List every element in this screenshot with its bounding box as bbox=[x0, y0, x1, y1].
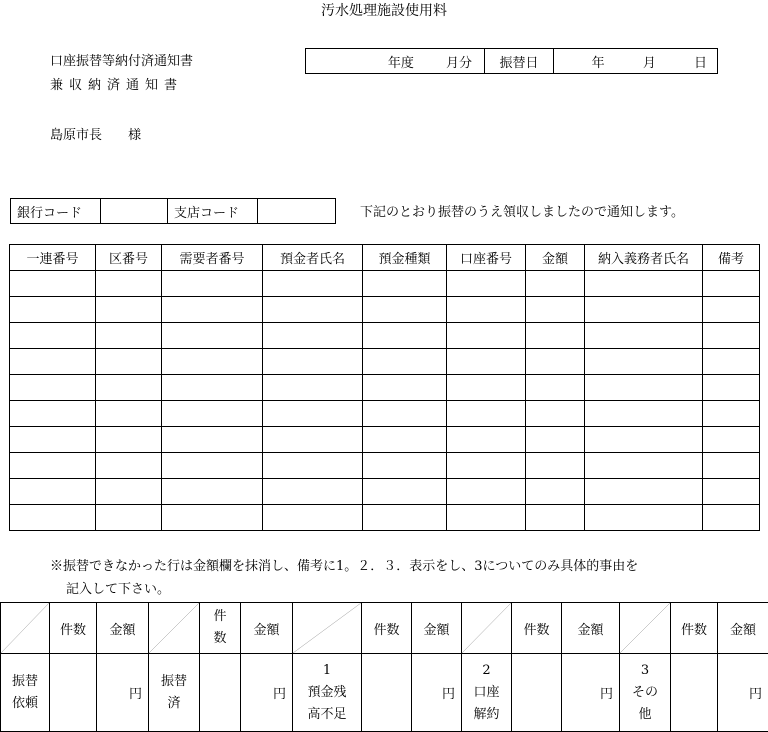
addressee bbox=[50, 124, 141, 143]
table-cell[interactable] bbox=[447, 375, 526, 401]
summary-value-row bbox=[1, 654, 768, 732]
table-cell[interactable] bbox=[526, 271, 585, 297]
table-row bbox=[10, 323, 760, 349]
diagonal-cell bbox=[462, 603, 512, 654]
table-cell[interactable] bbox=[447, 427, 526, 453]
reason-3-text-1: その bbox=[620, 682, 670, 704]
table-cell[interactable] bbox=[96, 323, 162, 349]
count-label: 件数 bbox=[512, 603, 562, 654]
table-cell[interactable] bbox=[585, 453, 703, 479]
table-cell[interactable] bbox=[263, 271, 363, 297]
table-row bbox=[10, 297, 760, 323]
diagonal-cell bbox=[1, 603, 50, 654]
done-amount-value[interactable]: 円 bbox=[241, 654, 293, 732]
reason-1-number: 1 bbox=[293, 660, 361, 682]
addressee-name: 島原市長 bbox=[50, 128, 102, 143]
table-cell[interactable] bbox=[585, 297, 703, 323]
table-cell[interactable] bbox=[162, 401, 263, 427]
amount-label: 金額 bbox=[241, 603, 293, 654]
table-cell[interactable] bbox=[162, 375, 263, 401]
table-cell[interactable] bbox=[585, 505, 703, 531]
table-cell[interactable] bbox=[703, 271, 760, 297]
diagonal-cell bbox=[149, 603, 200, 654]
table-cell[interactable] bbox=[96, 427, 162, 453]
table-cell[interactable] bbox=[363, 271, 447, 297]
reason-3-text-2: 他 bbox=[620, 704, 670, 726]
table-cell[interactable] bbox=[526, 401, 585, 427]
furikaebi-label: 振替日 bbox=[485, 49, 554, 74]
header-remarks: 備考 bbox=[703, 245, 760, 271]
count-split-2: 数 bbox=[200, 628, 240, 650]
table-cell[interactable] bbox=[447, 479, 526, 505]
count-label: 件数 bbox=[671, 603, 718, 654]
table-cell[interactable] bbox=[96, 375, 162, 401]
diagonal-cell bbox=[620, 603, 671, 654]
branch-code-label: 支店コード bbox=[168, 199, 258, 224]
table-cell[interactable] bbox=[585, 479, 703, 505]
table-cell[interactable] bbox=[263, 401, 363, 427]
table-row bbox=[10, 505, 760, 531]
table-cell[interactable] bbox=[363, 349, 447, 375]
reason-1-count-value[interactable] bbox=[362, 654, 412, 732]
note-line-2: 記入して下さい。 bbox=[50, 578, 638, 601]
bank-code-label: 銀行コード bbox=[11, 199, 101, 224]
table-row bbox=[10, 271, 760, 297]
table-cell[interactable] bbox=[363, 427, 447, 453]
count-label: 件数 bbox=[362, 603, 412, 654]
table-row bbox=[10, 479, 760, 505]
header-deposit-type: 預金種類 bbox=[363, 245, 447, 271]
table-cell[interactable] bbox=[703, 427, 760, 453]
day-label: 日 bbox=[694, 56, 707, 71]
table-cell[interactable] bbox=[526, 479, 585, 505]
reason-2-amount-value[interactable]: 円 bbox=[562, 654, 620, 732]
reason-3-count-value[interactable] bbox=[671, 654, 718, 732]
code-box bbox=[10, 198, 336, 224]
table-cell[interactable] bbox=[363, 401, 447, 427]
table-cell[interactable] bbox=[703, 323, 760, 349]
year-label: 年 bbox=[592, 56, 605, 71]
count-split-1: 件 bbox=[200, 606, 240, 628]
bank-code-value[interactable] bbox=[101, 199, 168, 224]
table-cell[interactable] bbox=[585, 401, 703, 427]
table-cell[interactable] bbox=[703, 297, 760, 323]
reason-3-label bbox=[620, 654, 671, 732]
table-cell[interactable] bbox=[10, 427, 96, 453]
table-cell[interactable] bbox=[263, 479, 363, 505]
table-cell[interactable] bbox=[96, 349, 162, 375]
detail-table-body bbox=[10, 271, 760, 531]
count-label: 件数 bbox=[50, 603, 97, 654]
table-cell[interactable] bbox=[10, 401, 96, 427]
table-cell[interactable] bbox=[363, 505, 447, 531]
reason-1-text-2: 高不足 bbox=[293, 704, 361, 726]
month-label: 月 bbox=[643, 56, 656, 71]
table-cell[interactable] bbox=[263, 453, 363, 479]
reason-2-count-value[interactable] bbox=[512, 654, 562, 732]
request-label-2: 依頼 bbox=[1, 693, 49, 715]
table-cell[interactable] bbox=[10, 349, 96, 375]
table-cell[interactable] bbox=[447, 297, 526, 323]
table-cell[interactable] bbox=[162, 323, 263, 349]
header-customer-no: 需要者番号 bbox=[162, 245, 263, 271]
table-cell[interactable] bbox=[162, 297, 263, 323]
done-label bbox=[149, 654, 200, 732]
request-amount-value[interactable]: 円 bbox=[97, 654, 149, 732]
note-line-1: ※振替できなかった行は金額欄を抹消し、備考に1。２．３．表示をし、3についてのみ具体的事由を bbox=[50, 555, 638, 578]
table-cell[interactable] bbox=[526, 297, 585, 323]
table-cell[interactable] bbox=[447, 505, 526, 531]
notice-text: 下記のとおり振替のうえ領収しましたので通知します。 bbox=[360, 201, 684, 220]
reason-2-text-2: 解約 bbox=[462, 704, 511, 726]
notice-title-2: 兼収納済通知書 bbox=[50, 74, 183, 93]
table-cell[interactable] bbox=[162, 453, 263, 479]
table-cell[interactable] bbox=[263, 427, 363, 453]
amount-label: 金額 bbox=[562, 603, 620, 654]
header-serial: 一連番号 bbox=[10, 245, 96, 271]
table-cell[interactable] bbox=[162, 505, 263, 531]
header-district: 区番号 bbox=[96, 245, 162, 271]
honorific: 様 bbox=[128, 128, 141, 143]
reason-3-number: 3 bbox=[620, 660, 670, 682]
table-cell[interactable] bbox=[96, 401, 162, 427]
notice-title-1: 口座振替等納付済通知書 bbox=[50, 50, 193, 69]
table-row bbox=[10, 453, 760, 479]
period-cell bbox=[306, 49, 485, 74]
amount-label: 金額 bbox=[412, 603, 462, 654]
table-cell[interactable] bbox=[585, 271, 703, 297]
done-count-value[interactable] bbox=[200, 654, 241, 732]
request-count-value[interactable] bbox=[50, 654, 97, 732]
table-cell[interactable] bbox=[363, 453, 447, 479]
amount-label: 金額 bbox=[97, 603, 149, 654]
table-cell[interactable] bbox=[526, 505, 585, 531]
reason-2-number: 2 bbox=[462, 660, 511, 682]
document-title: 汚水処理施設使用料 bbox=[0, 0, 768, 20]
header-payer: 納入義務者氏名 bbox=[585, 245, 703, 271]
table-cell[interactable] bbox=[263, 297, 363, 323]
table-cell[interactable] bbox=[96, 479, 162, 505]
table-cell[interactable] bbox=[10, 271, 96, 297]
table-cell[interactable] bbox=[447, 401, 526, 427]
getsubun-label: 月分 bbox=[446, 56, 472, 71]
request-label-1: 振替 bbox=[1, 671, 49, 693]
table-cell[interactable] bbox=[447, 271, 526, 297]
table-row bbox=[10, 401, 760, 427]
table-cell[interactable] bbox=[703, 401, 760, 427]
table-cell[interactable] bbox=[447, 323, 526, 349]
table-cell[interactable] bbox=[96, 453, 162, 479]
table-row bbox=[10, 427, 760, 453]
table-row bbox=[10, 349, 760, 375]
request-label bbox=[1, 654, 50, 732]
table-cell[interactable] bbox=[447, 349, 526, 375]
table-cell[interactable] bbox=[703, 479, 760, 505]
summary-header-row bbox=[1, 603, 768, 654]
table-cell[interactable] bbox=[363, 297, 447, 323]
header-account-no: 口座番号 bbox=[447, 245, 526, 271]
reason-3-amount-value[interactable]: 円 bbox=[718, 654, 768, 732]
table-cell[interactable] bbox=[96, 505, 162, 531]
table-cell[interactable] bbox=[526, 375, 585, 401]
header-amount: 金額 bbox=[526, 245, 585, 271]
table-cell[interactable] bbox=[363, 479, 447, 505]
table-cell[interactable] bbox=[10, 375, 96, 401]
table-cell[interactable] bbox=[363, 375, 447, 401]
table-cell[interactable] bbox=[162, 479, 263, 505]
table-cell[interactable] bbox=[526, 349, 585, 375]
reason-2-label bbox=[462, 654, 512, 732]
table-cell[interactable] bbox=[703, 375, 760, 401]
table-row bbox=[10, 375, 760, 401]
summary-table bbox=[0, 602, 768, 732]
table-cell[interactable] bbox=[162, 427, 263, 453]
table-cell[interactable] bbox=[10, 479, 96, 505]
table-cell[interactable] bbox=[585, 375, 703, 401]
reason-1-amount-value[interactable]: 円 bbox=[412, 654, 462, 732]
reason-1-text-1: 預金残 bbox=[293, 682, 361, 704]
table-cell[interactable] bbox=[96, 271, 162, 297]
count-label-split bbox=[200, 603, 241, 654]
table-cell[interactable] bbox=[162, 271, 263, 297]
table-cell[interactable] bbox=[585, 349, 703, 375]
table-cell[interactable] bbox=[585, 323, 703, 349]
table-cell[interactable] bbox=[162, 349, 263, 375]
done-label-1: 振替 bbox=[149, 671, 199, 693]
header-depositor: 預金者氏名 bbox=[263, 245, 363, 271]
table-cell[interactable] bbox=[263, 349, 363, 375]
detail-table-header bbox=[10, 245, 760, 271]
reason-1-label bbox=[293, 654, 362, 732]
table-cell[interactable] bbox=[447, 453, 526, 479]
table-cell[interactable] bbox=[96, 297, 162, 323]
nendo-label: 年度 bbox=[388, 56, 414, 71]
reason-2-text-1: 口座 bbox=[462, 682, 511, 704]
table-cell[interactable] bbox=[703, 505, 760, 531]
table-cell[interactable] bbox=[263, 323, 363, 349]
table-cell[interactable] bbox=[526, 453, 585, 479]
branch-code-value[interactable] bbox=[258, 199, 336, 224]
table-cell[interactable] bbox=[10, 297, 96, 323]
diagonal-cell bbox=[293, 603, 362, 654]
period-box bbox=[305, 48, 718, 74]
table-cell[interactable] bbox=[10, 453, 96, 479]
table-cell[interactable] bbox=[263, 505, 363, 531]
instruction-note bbox=[50, 555, 638, 601]
date-cell bbox=[554, 49, 718, 74]
table-cell[interactable] bbox=[703, 453, 760, 479]
table-cell[interactable] bbox=[10, 505, 96, 531]
table-cell[interactable] bbox=[263, 375, 363, 401]
done-label-2: 済 bbox=[149, 693, 199, 715]
detail-table bbox=[9, 244, 760, 531]
amount-label: 金額 bbox=[718, 603, 768, 654]
table-cell[interactable] bbox=[526, 427, 585, 453]
table-cell[interactable] bbox=[10, 323, 96, 349]
table-cell[interactable] bbox=[363, 323, 447, 349]
table-cell[interactable] bbox=[585, 427, 703, 453]
table-cell[interactable] bbox=[703, 349, 760, 375]
table-cell[interactable] bbox=[526, 323, 585, 349]
